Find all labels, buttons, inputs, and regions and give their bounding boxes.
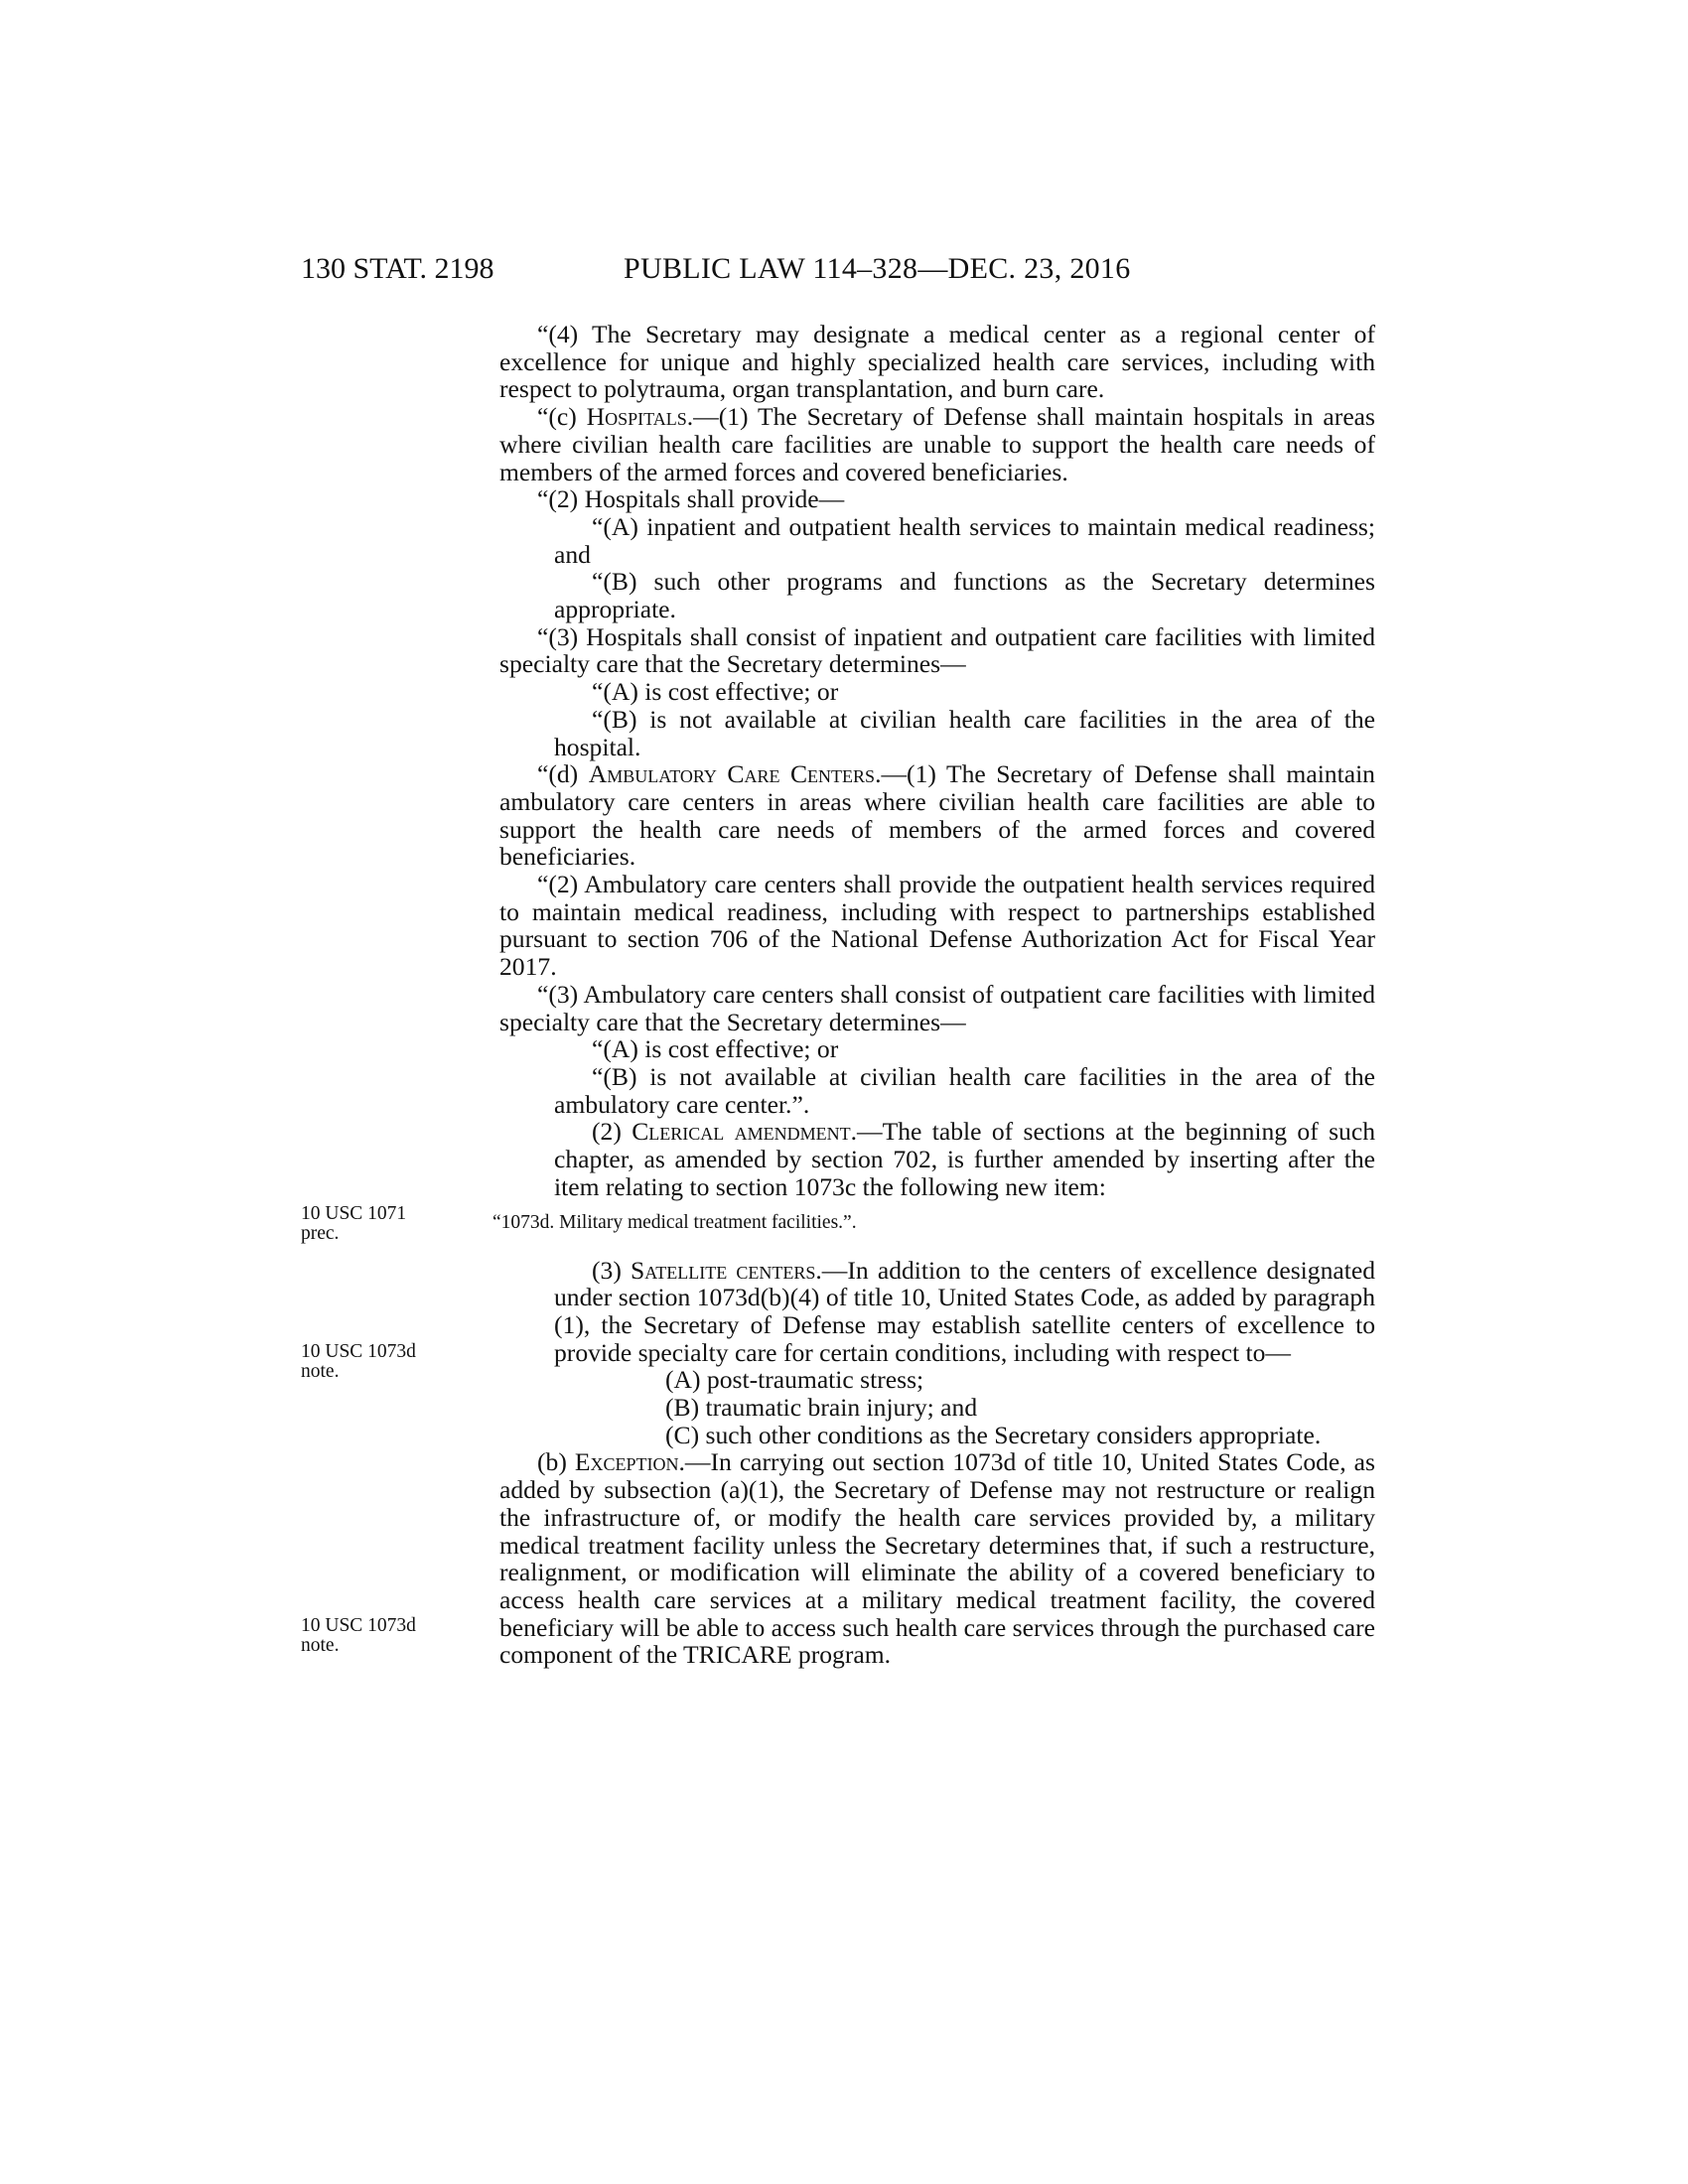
document-body [492,320,1376,1670]
margin-note-line: 10 USC 1073d [301,1615,416,1636]
table-of-sections-item: “1073d. Military medical treatment facilities.”. [492,1211,857,1233]
paragraph-b [499,1448,1375,1669]
margin-note-line: note. [301,1635,340,1656]
paragraph-b4: “(4) The Secretary may designate a medical center as a regional center of excellence for unique and highly specialized health care services, including with respect to polytrauma, organ transplantation, and burn care. [499,320,1375,404]
paragraph-d3a: “(A) is cost effective; or [592,1034,839,1064]
paragraph-a3c: (C) such other conditions as the Secretary considers appropriate. [665,1420,1322,1449]
paragraph-d-prefix: “(d) [537,759,589,789]
paragraph-d3b: “(B) is not available at civilian health care facilities in the area of the ambulatory care center.”. [554,1061,1375,1119]
margin-note-1071 [301,1204,406,1244]
paragraph-c-prefix: “(c) [537,402,587,432]
paragraph-a3 [554,1257,1375,1367]
paragraph-c2a: “(A) inpatient and outpatient health services to maintain medical readiness; and [554,511,1375,569]
paragraph-c2b: “(B) such other programs and functions as the Secretary determines appropriate. [554,567,1375,624]
paragraph-c-heading: Hospitals [586,402,687,432]
paragraph-c-body: .—(1) The Secretary of Defense shall maintain hospitals in areas where civilian health care facilities are unable to support the health care needs of members of the armed forces and covered beneficiaries. [499,402,1375,486]
margin-note-line: 10 USC 1073d [301,1341,416,1362]
paragraph-c3b: “(B) is not available at civilian health care facilities in the area of the hospital. [554,704,1375,761]
paragraph-d [499,760,1375,871]
paragraph-b-prefix: (b) [537,1447,575,1477]
paragraph-a3a: (A) post-traumatic stress; [665,1365,924,1395]
paragraph-b-heading: Exception [574,1447,679,1477]
page-stat-number: 130 STAT. 2198 [301,252,494,285]
paragraph-d3: “(3) Ambulatory care centers shall consist of outpatient care facilities with limited specialty care that the Secretary determines— [499,979,1375,1036]
paragraph-d2: “(2) Ambulatory care centers shall provide the outpatient health services required to maintain medical readiness, including with respect to partnerships established pursuant to section 706 of the National Defense Authorization Act for Fiscal Year 2017. [499,870,1375,982]
paragraph-a2 [554,1118,1375,1200]
margin-note-line: note. [301,1361,340,1382]
margin-note-1073d-b [301,1616,416,1656]
paragraph-c3: “(3) Hospitals shall consist of inpatient and outpatient care facilities with limited specialty care that the Secretary determines— [499,621,1375,679]
paragraph-a3-heading: Satellite centers [631,1255,816,1285]
paragraph-a3b: (B) traumatic brain injury; and [665,1393,978,1423]
page-title: PUBLIC LAW 114–328—DEC. 23, 2016 [624,252,1131,285]
paragraph-a2-heading: Clerical amendment [632,1117,851,1147]
paragraph-d-body: .—(1) The Secretary of Defense shall maintain ambulatory care centers in areas where civilian health care facilities are able to support the health care needs of members of the armed forces and covered beneficiaries. [499,759,1375,872]
margin-note-line: 10 USC 1071 [301,1203,407,1224]
margin-note-line: prec. [301,1223,340,1244]
paragraph-b-body: .—In carrying out section 1073d of title 10, United States Code, as added by subsection (a)(1), the Secretary of Defense may not restructure or realign the infrastructure of, or modify the health care services provided by, a military medical treatment facility unless the Secretary determines that, if such a restructure, realignment, or modification will eliminate the ability of a covered beneficiary to access health care services at a military medical treatment facility, the covered beneficiary will be able to access such health care services through the purchased care component of the TRICARE program. [499,1447,1375,1670]
paragraph-c3a: “(A) is cost effective; or [592,677,839,707]
paragraph-d-heading: Ambulatory Care Centers [588,759,876,789]
paragraph-a3-prefix: (3) [592,1255,631,1285]
paragraph-a2-body: .—The table of sections at the beginning of such chapter, as amended by section 702, is further amended by inserting after the item relating to section 1073c the following new item: [554,1117,1376,1201]
paragraph-c [499,403,1375,485]
paragraph-c2: “(2) Hospitals shall provide— [537,484,845,514]
margin-note-1073d-a [301,1342,416,1382]
paragraph-a2-prefix: (2) [592,1117,633,1147]
paragraph-a3-body: .—In addition to the centers of excellence designated under section 1073d(b)(4) of title 10, United States Code, as added by paragraph (1), the Secretary of Defense may establish satellite centers of excellence to provide specialty care for certain conditions, including with respect to— [554,1255,1376,1367]
